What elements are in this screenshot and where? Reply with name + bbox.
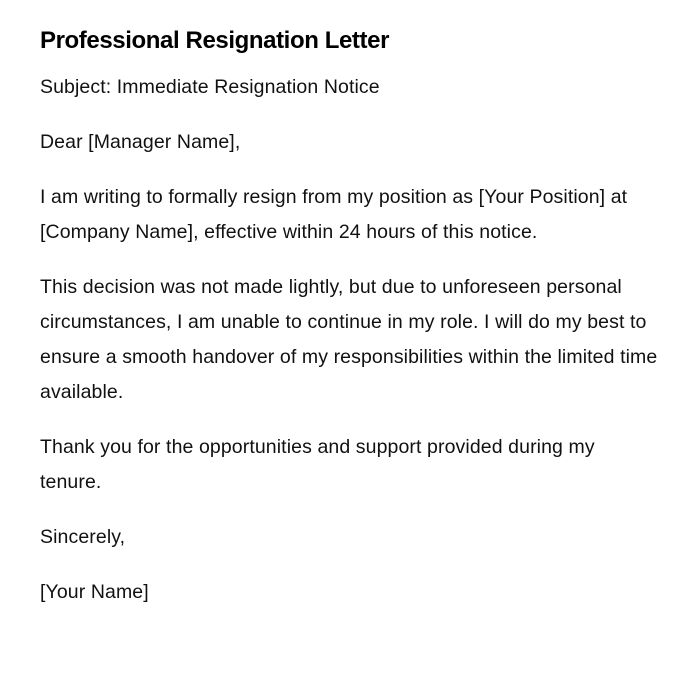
letter-title: Professional Resignation Letter <box>40 27 390 54</box>
body-paragraph-2: This decision was not made lightly, but due to unforeseen personal circumstances, I am unable to continue in my role. I will do my best to ensure a smooth handover of my responsibilities within the limited time available. <box>40 276 658 403</box>
signature: [Your Name] <box>40 581 149 603</box>
body-paragraph-3: Thank you for the opportunities and support provided during my tenure. <box>40 436 595 493</box>
body-paragraph-1: I am writing to formally resign from my position as [Your Position] at [Company Name], effective within 24 hours of this notice. <box>40 186 628 243</box>
salutation: Dear [Manager Name], <box>40 131 241 153</box>
closing: Sincerely, <box>40 526 126 548</box>
subject-line: Subject: Immediate Resignation Notice <box>40 76 380 98</box>
